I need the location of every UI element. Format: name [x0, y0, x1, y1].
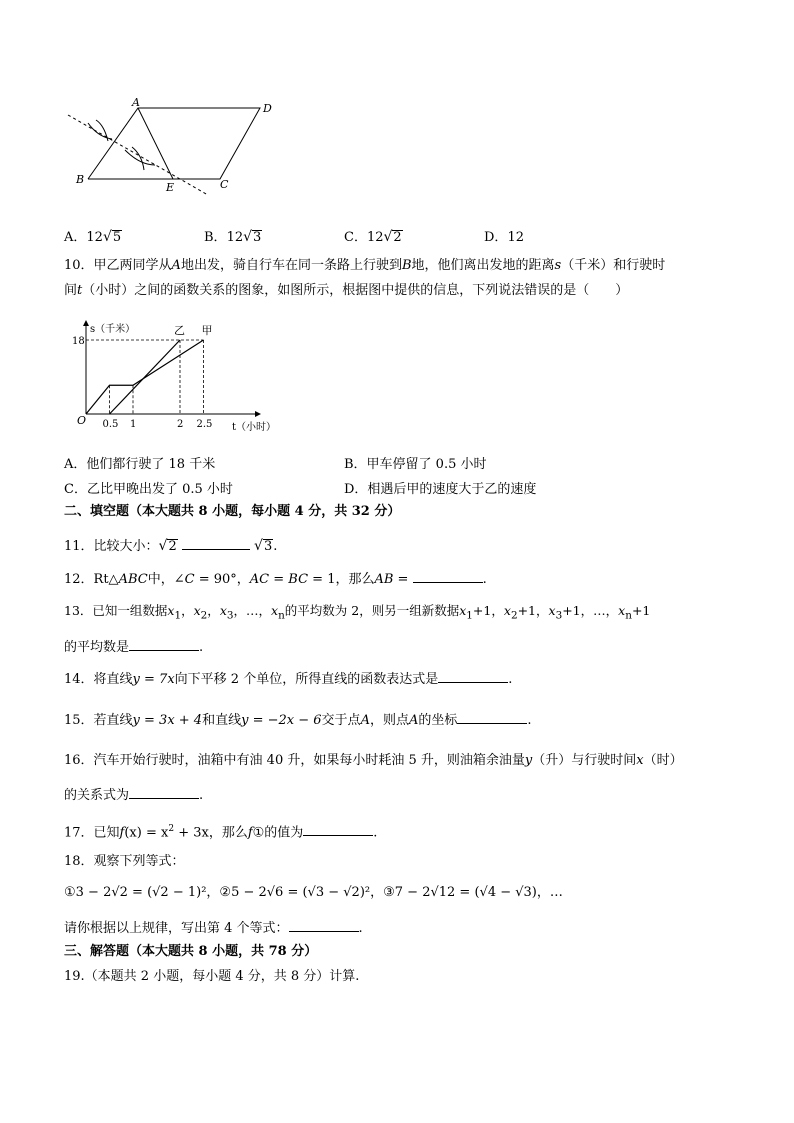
q16-line2: 的关系式为 .: [64, 785, 203, 805]
q18-answer-blank[interactable]: [289, 918, 359, 932]
q15: 15．若直线y = 3x + 4和直线y = −2x − 6交于点A，则点A的坐标 .: [64, 710, 532, 730]
q10-line1: 10．甲乙两同学从A地出发，骑自行车在同一条路上行驶到B地，他们离出发地的距离s（千米）和行驶时: [64, 258, 666, 273]
x-tick-label: 0.5: [102, 419, 119, 430]
x-axis-arrow: [255, 411, 261, 417]
q9-option-d: D．12: [484, 230, 524, 245]
q17: 17．已知$f(x) = x^2 + 3x$，那么f①的值为 .: [64, 824, 378, 841]
y-axis-label: s（千米）: [90, 324, 136, 335]
series-label-yi: 乙: [174, 324, 185, 337]
q13-line1: 13．已知一组数据$x_1$，$x_2$，$x_3$，…，$x_n$的平均数为 2，则另一组新数据$x_1+1$，$x_2+1$，$x_3+1$，…，$x_n+1$: [64, 603, 651, 622]
q16-line1: 16．汽车开始行驶时，油箱中有油 40 升，如果每小时耗油 5 升，则油箱余油量y（升）与行驶时间x（时）: [64, 753, 683, 768]
series-line-乙: [110, 340, 181, 414]
q18-prompt: 请你根据以上规律，写出第 4 个等式： .: [64, 918, 363, 938]
series-label-jia: 甲: [201, 324, 213, 337]
q12-answer-blank[interactable]: [413, 569, 483, 583]
vertex-A: A: [132, 96, 140, 109]
q11: 11．比较大小：√2 √3.: [64, 538, 278, 554]
q16-answer-blank[interactable]: [129, 785, 199, 799]
q15-answer-blank[interactable]: [457, 710, 527, 724]
q10-option-a: A．他们都行驶了 18 千米: [64, 457, 216, 472]
x-tick-label: 1: [130, 419, 137, 430]
parallelogram-figure: [60, 95, 300, 195]
x-tick-label: 2: [177, 419, 184, 430]
vertex-B: B: [76, 173, 85, 186]
x-axis-label: t（小时）: [232, 422, 277, 433]
vertex-D: D: [263, 102, 272, 115]
q13-line2: 的平均数是 .: [64, 637, 203, 657]
q13-answer-blank[interactable]: [129, 637, 199, 651]
y-tick-label: 18: [72, 336, 85, 347]
q14: 14．将直线y = 7x向下平移 2 个单位，所得直线的函数表达式是 .: [64, 669, 512, 689]
x-tick-label: 2.5: [196, 419, 213, 430]
q10-option-c: C．乙比甲晚出发了 0.5 小时: [64, 482, 233, 497]
q10-option-d: D．相遇后甲的速度大于乙的速度: [344, 482, 537, 497]
vertex-C: C: [220, 178, 229, 191]
q9-option-c: C．12√2: [344, 229, 402, 245]
y-axis-arrow: [83, 320, 89, 326]
q11-answer-blank[interactable]: [182, 536, 250, 550]
section-2-title: 二、填空题（本大题共 8 小题，每小题 4 分，共 32 分）: [64, 504, 401, 519]
origin-label: O: [77, 414, 87, 427]
q17-answer-blank[interactable]: [303, 822, 373, 836]
q12: 12．Rt△ABC中，∠C = 90°，AC = BC = 1，那么AB = .: [64, 569, 487, 589]
q10-option-b: B．甲车停留了 0.5 小时: [344, 457, 487, 472]
q18-intro: 18．观察下列等式：: [64, 854, 185, 869]
q18-equations: ①3 − 2√2 = (√2 − 1)²，②5 − 2√6 = (√3 − √2)²，③7 − 2√12 = (√4 − √3)，…: [64, 885, 563, 900]
q14-answer-blank[interactable]: [438, 669, 508, 683]
q10-line2: 间t（小时）之间的函数关系的图象，如图所示，根据图中提供的信息，下列说法错误的是（ ）: [64, 283, 629, 298]
section-3-title: 三、解答题（本大题共 8 小题，共 78 分）: [64, 944, 318, 959]
q19: 19.（本题共 2 小题，每小题 4 分，共 8 分）计算.: [64, 969, 360, 984]
distance-time-chart: [70, 318, 290, 436]
vertex-E: E: [166, 181, 175, 194]
q9-option-b: B．12√3: [204, 229, 262, 245]
q9-option-a: A．12√5: [64, 229, 122, 245]
